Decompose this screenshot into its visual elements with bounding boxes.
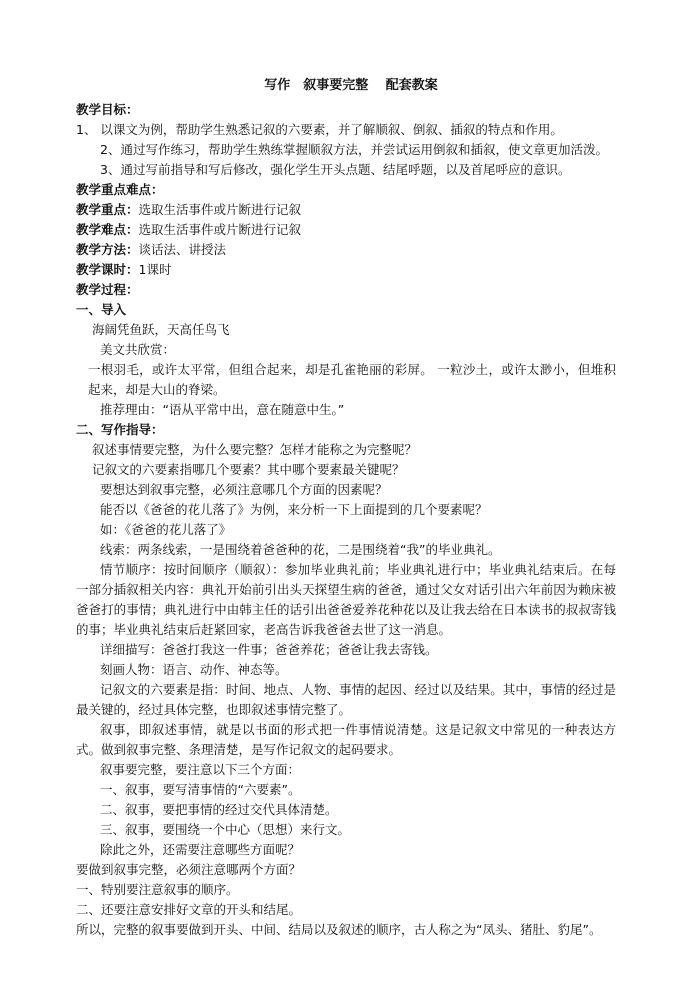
difficult-point-text: 选取生活事件或片断进行记叙 [138,222,302,237]
besides-text: 除此之外，还需要注意哪些方面呢？ [100,842,301,857]
key-point-line [76,200,616,220]
two-aspects-2: 二、还要注意安排好文章的开头和结尾。 [76,902,302,917]
intro-line-1: 海阔凭鱼跃，天高任鸟飞 [92,322,230,337]
document-title: 写作 叙事要完整 配套教案 [264,78,438,93]
question-2: 记叙文的六要素指哪几个要素？其中哪个要素最关键呢？ [92,462,405,477]
section-2-heading: 二、写作指导： [76,422,164,437]
key-point-label: 教学重点： [76,202,139,217]
method-line [76,240,616,260]
hours-label: 教学课时： [76,262,139,277]
hours-text: 1课时 [138,262,172,277]
method-text: 谈话法、讲授法 [138,242,227,257]
aspect-1: 一、叙事，要写清事情的“六要素”。 [100,782,301,797]
objective-3: 3、通过写前指导和写后修改，强化学生开头点题、结尾呼题，以及首尾呼应的意识。 [100,162,571,177]
example-title: 如：《爸爸的花儿落了》 [100,522,232,537]
intro-reason: 推荐理由：“语从平常中出，意在随意中生。” [100,402,345,417]
narration-paragraph: 叙事，即叙述事情，就是以书面的形式把一件事情说清楚。这是记叙文中常见的一种表达方式。做到叙事完整、条理清楚，是写作记叙文的起码要求。 [76,722,616,757]
question-1: 叙述事情要完整，为什么要完整？怎样才能称之为完整呢？ [92,442,418,457]
two-aspects-1: 一、特别要注意叙事的顺序。 [76,882,239,897]
plot-paragraph: 情节顺序：按时间顺序（顺叙）：参加毕业典礼前；毕业典礼进行中；毕业典礼结束后。在每一部分插叙相关内容：典礼开始前引出头天探望生病的爸爸，通过父女对话引出六年前因为赖床被爸爸打的事情；典礼进行中由韩主任的话引出爸爸爱养花种花以及让我去给在日本读书的叔叔寄钱的事；毕业典礼结束后赶紧回家，老高告诉我爸爸去世了这一消息。 [76,562,616,637]
portray-text: 刻画人物：语言、动作、神态等。 [100,662,288,677]
objectives-heading: 教学目标： [76,102,139,117]
hours-line [76,260,616,280]
aspect-2: 二、叙事，要把事情的经过交代具体清楚。 [100,802,338,817]
two-aspects-question: 要做到叙事完整，必须注意哪两个方面？ [76,862,302,877]
method-label: 教学方法： [76,242,139,257]
intro-paragraph: 一根羽毛，或许太平常，但组合起来，却是孔雀艳丽的彩屏。 一粒沙土，或许太渺小，但堆积起来，却是大山的脊梁。 [88,362,616,397]
section-1-heading: 一、导入 [76,302,127,317]
conclusion-text: 所以，完整的叙事要做到开头、中间、结局以及叙述的顺序，古人称之为“凤头、猪肚、豹尾”。 [76,922,602,937]
difficult-point-label: 教学难点： [76,222,139,237]
detail-text: 详细描写：爸爸打我这一件事；爸爸养花；爸爸让我去寄钱。 [100,642,438,657]
aspect-3: 三、叙事，要围绕一个中心（思想）来行文。 [100,822,351,837]
question-3: 要想达到叙事完整，必须注意哪几个方面的因素呢？ [100,482,388,497]
objective-1: 1、 以课文为例，帮助学生熟悉记叙的六要素，并了解顺叙、倒叙、插叙的特点和作用。 [76,122,563,137]
objective-2: 2、通过写作练习，帮助学生熟练掌握顺叙方法，并尝试运用倒叙和插叙，使文章更加活泼。 [100,142,608,157]
difficult-point-line [76,220,616,240]
key-point-text: 选取生活事件或片断进行记叙 [138,202,302,217]
six-elements-paragraph: 记叙文的六要素是指：时间、地点、人物、事情的起因、经过以及结果。其中，事情的经过是最关键的，经过具体完整，也即叙述事情完整了。 [76,682,616,717]
clue-text: 线索：两条线索，一是围绕着爸爸种的花，二是围绕着“我”的毕业典礼。 [100,542,501,557]
three-aspects-intro: 叙事要完整，要注意以下三个方面： [100,762,301,777]
process-heading: 教学过程： [76,282,139,297]
document-page [76,76,616,940]
intro-line-2: 美文共欣赏： [100,342,176,357]
question-4: 能否以《爸爸的花儿落了》为例，来分析一下上面提到的几个要素呢？ [100,502,488,517]
key-difficult-heading: 教学重点难点： [76,182,164,197]
